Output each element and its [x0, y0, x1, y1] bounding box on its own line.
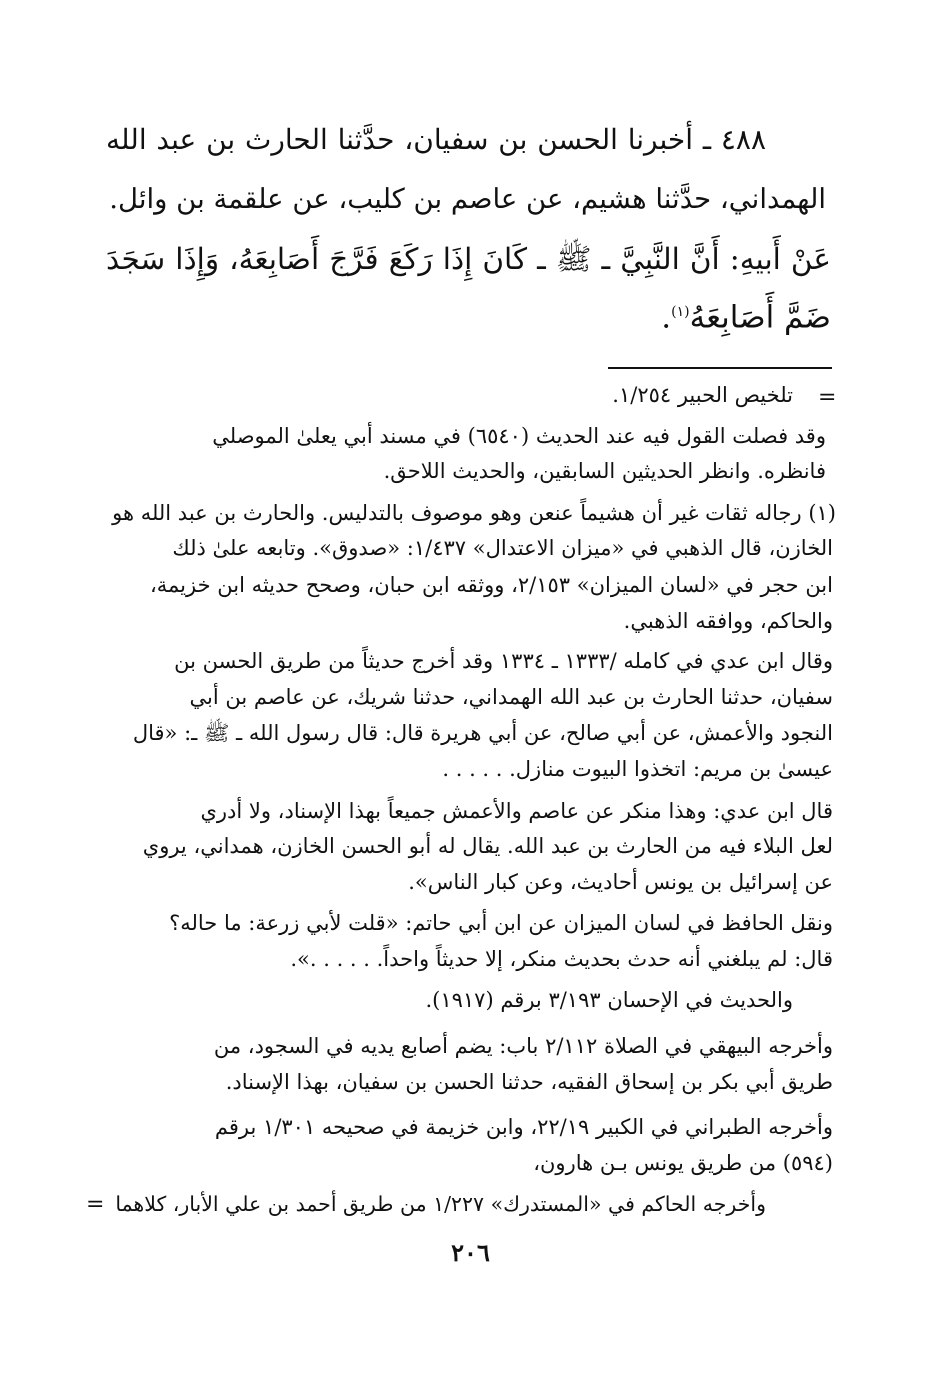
footnote-line-18: وأخرجه البيهقي في الصلاة ٢/١١٢ باب: يضم أصابع يديه في السجود، من [213, 1034, 833, 1058]
footnote-line-15: ونقل الحافظ في لسان الميزان عن ابن أبي حاتم: «قلت لأبي زرعة: ما حاله؟ [169, 911, 833, 935]
footnote-line-1: تلخيص الحبير ١/٢٥٤. [612, 383, 793, 407]
hadith-matn-text: ضَمَّ أَصَابِعَهُ [689, 299, 831, 336]
hadith-matn-line-2 [106, 292, 831, 337]
footnote-line-3: فانظره. وانظر الحديثين السابقين، والحديث اللاحق. [383, 459, 826, 483]
footnote-line-19: طريق أبي بكر بن إسحاق الفقيه، حدثنا الحسن بن سفيان، بهذا الإسناد. [225, 1070, 833, 1094]
footnote-line-21: (٥٩٤) من طريق يونس بـن هارون، [533, 1151, 833, 1175]
footnote-line-20: وأخرجه الطبراني في الكبير ٢٢/١٩، وابن خزيمة في صحيحه ١/٣٠١ برقم [214, 1115, 833, 1139]
footnote-line-22: وأخرجه الحاكم في «المستدرك» ١/٢٢٧ من طريق أحمد بن علي الأبار، كلاهما [115, 1192, 766, 1216]
hadith-line-1: ٤٨٨ ـ أخبرنا الحسن بن سفيان، حدَّثنا الحارث بن عبد الله [106, 123, 766, 156]
footnote-separator [608, 367, 832, 369]
footnote-line-2: وقد فصلت القول فيه عند الحديث (٦٥٤٠) في مسند أبي يعلىٰ الموصلي [212, 424, 826, 448]
hadith-matn-line-1: عَنْ أَبيهِ: أَنَّ النَّبِيَّ ـ ﷺ ـ كَانَ إِذَا رَكَعَ فَرَّجَ أَصَابِعَهُ، وَإِذَا سَجَدَ [106, 242, 831, 276]
footnote-line-6: ابن حجر في «لسان الميزان» ٢/١٥٣، ووثقه ابن حبان، وصحح حديثه ابن خزيمة، [149, 573, 833, 597]
hadith-end-mark: . [661, 299, 672, 336]
page-number: ٢٠٦ [451, 1238, 490, 1267]
hadith-line-2: الهمداني، حدَّثنا هشيم، عن عاصم بن كليب، عن علقمة بن وائل. [109, 183, 826, 215]
footnote-line-16: قال: لم يبلغني أنه حدث بحديث منكر، إلا حديثاً واحداً. . . . . .». [290, 947, 833, 971]
footnote-reference: (١) [671, 304, 690, 320]
footnote-line-17: والحديث في الإحسان ٣/١٩٣ برقم (١٩١٧). [425, 988, 793, 1012]
footnote-line-8: وقال ابن عدي في كامله /١٣٣٣ ـ ١٣٣٤ وقد أخرج حديثاً من طريق الحسن بن [174, 649, 833, 673]
footnote-line-13: لعل البلاء فيه من الحارث بن عبد الله. يقال له أبو الحسن الخازن، همداني، يروي [142, 834, 833, 858]
footnote-line-11: عيسىٰ بن مريم: اتخذوا البيوت منازل. . . . . . [442, 757, 833, 781]
footnote-line-7: والحاكم، ووافقه الذهبي. [623, 609, 833, 633]
footnote-line-14: عن إسرائيل بن يونس أحاديث، وعن كبار الناس». [408, 870, 833, 894]
continuation-mark-top: = [818, 385, 837, 410]
footnote-line-12: قال ابن عدي: وهذا منكر عن عاصم والأعمش جميعاً بهذا الإسناد، ولا أدري [200, 799, 833, 823]
continuation-mark-bottom: = [86, 1192, 105, 1217]
footnote-line-10: النجود والأعمش، عن أبي صالح، عن أبي هريرة قال: قال رسول الله ـ ﷺ ـ: «قال [132, 721, 833, 745]
footnote-line-9: سفيان، حدثنا الحارث بن عبد الله الهمداني، حدثنا شريك، عن عاصم بن أبي [189, 685, 833, 709]
footnote-line-5: الخازن، قال الذهبي في «ميزان الاعتدال» ١/٤٣٧: «صدوق». وتابعه علىٰ ذلك [172, 536, 833, 560]
footnote-line-4: (١) رجاله ثقات غير أن هشيماً عنعن وهو موصوف بالتدليس. والحارث بن عبد الله هو [112, 501, 836, 525]
